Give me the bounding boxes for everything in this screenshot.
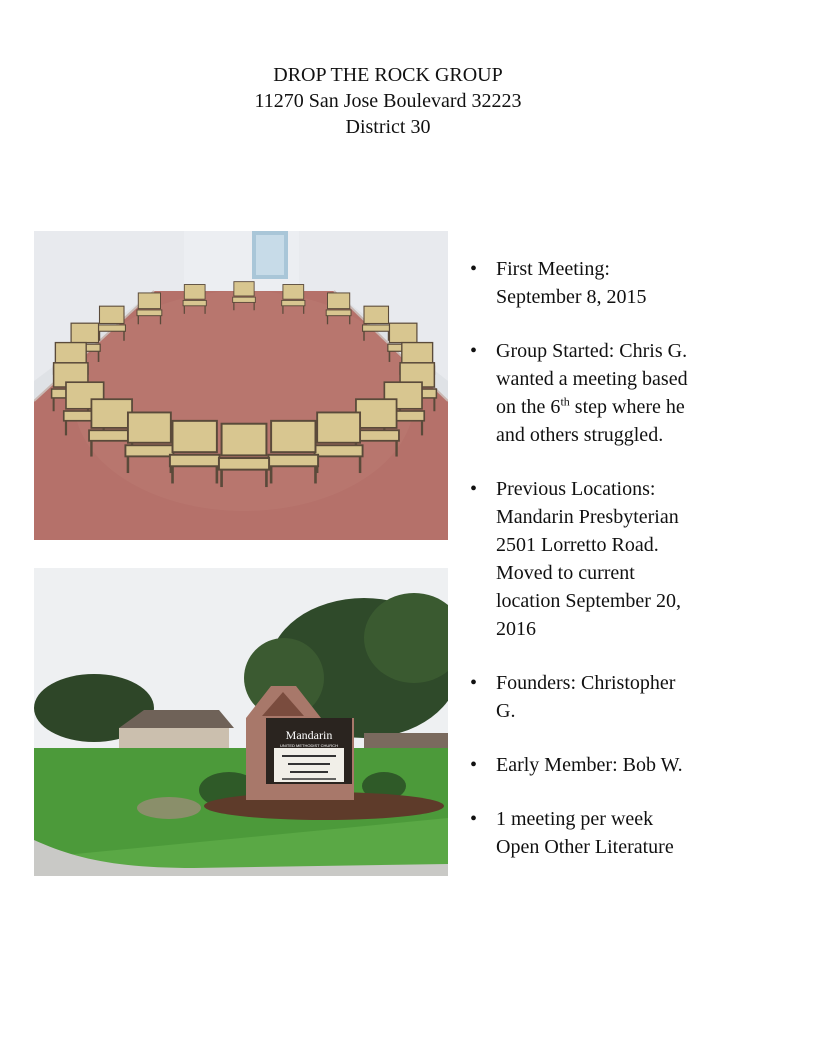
group-title: DROP THE ROCK GROUP <box>273 64 503 86</box>
meeting-room-photo <box>34 231 448 540</box>
fact-founders: • Founders: Christopher G. <box>466 669 766 725</box>
fact-early-member: • Early Member: Bob W. <box>466 751 766 779</box>
fact-previous-locations: • Previous Locations: Mandarin Presbyterian 2501 Lorretto Road. Moved to current location September 20, 2016 <box>466 475 766 643</box>
fact-first-meeting: • First Meeting: September 8, 2015 <box>466 255 766 311</box>
fact-meeting-schedule: • 1 meeting per week Open Other Literature <box>466 805 766 861</box>
meeting-room-image <box>34 231 448 540</box>
group-facts-list <box>466 255 766 887</box>
sign-name: Mandarin <box>285 728 333 742</box>
church-sign-photo <box>34 568 448 876</box>
church-sign-image <box>34 568 448 876</box>
group-district: District 30 <box>345 116 431 138</box>
group-address: 11270 San Jose Boulevard 32223 <box>254 90 522 112</box>
sign-subtitle: UNITED METHODIST CHURCH <box>280 743 338 748</box>
document-header <box>0 62 776 140</box>
fact-group-started: • Group Started: Chris G. wanted a meeting based on the 6th step where he and others struggled. <box>466 337 766 449</box>
